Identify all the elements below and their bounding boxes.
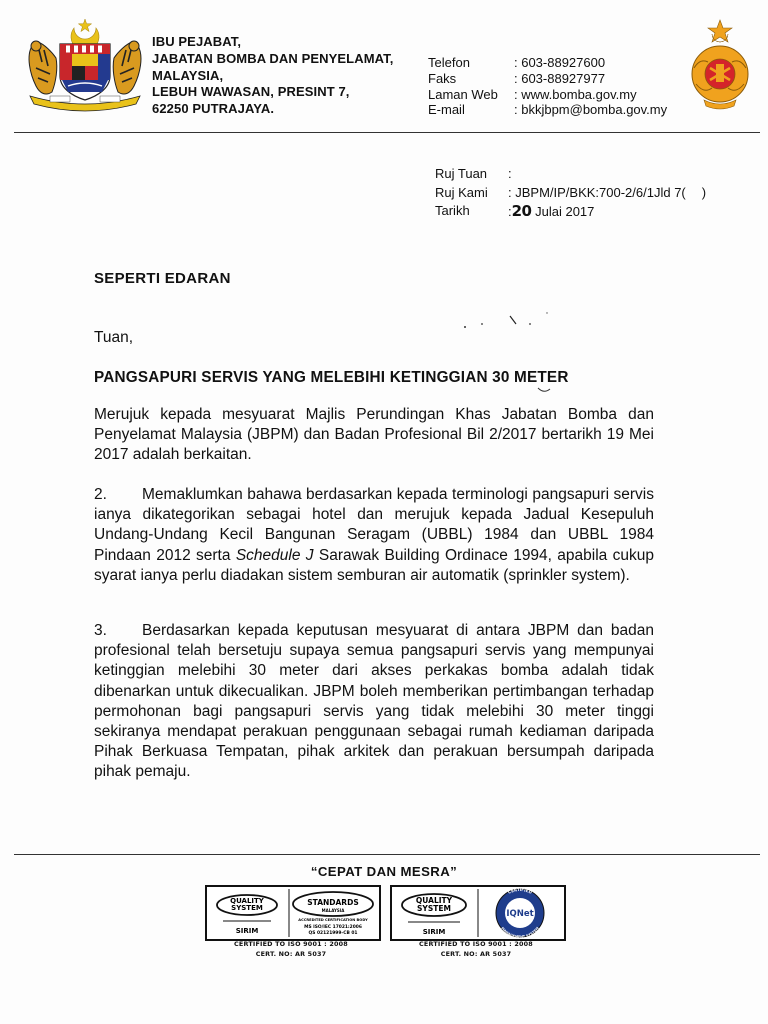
letter-subject: PANGSAPURI SERVIS YANG MELEBIHI KETINGGIAN 30 METER [94,369,569,386]
ms-iso-line: MS ISO/IEC 17021:2006 [304,925,362,930]
certification-caption [388,940,564,959]
standards-sub-text: MALAYSIA [321,908,345,913]
system-text: SYSTEM [231,904,263,912]
org-line: 62250 PUTRAJAYA. [152,101,275,117]
tarikh-row [508,202,706,222]
handwritten-day: 20 [511,202,532,220]
ruj-tuan-label: Ruj Tuan [435,166,488,181]
iso-certified-text: CERTIFIED TO ISO 9001 : 2008 [234,940,348,948]
contact-values [514,55,667,118]
ruj-kami-close: ) [701,184,707,200]
paragraph-number: 3. [94,622,107,639]
iqnet-ring-top: CERTIFIED [507,886,533,895]
web-link[interactable]: : www.bomba.gov.my [514,86,637,102]
iso-certified-text: CERTIFIED TO ISO 9001 : 2008 [419,940,533,948]
paragraph-2 [94,485,654,586]
ruj-kami-label: Ruj Kami [435,184,488,200]
iqnet-text: IQNet [506,909,534,919]
motto: “CEPAT DAN MESRA” [310,864,458,879]
paragraph-2-text-a: Memaklumkan bahawa berdasarkan kepada terminologi pangsapuri servis ianya dikategorikan sebagai hotel dan merujuk kepada Jadual Kesepuluh Undang-Undang Kecil Bangunan Seragam (UBBL) 1984 dan UBBL 1984 Pindaan 2012 serta [94,486,654,564]
footer-divider [14,854,760,855]
organisation-address [152,34,393,118]
faks-label: Faks [428,70,457,86]
standards-text: STANDARDS [307,898,359,907]
ruj-kami-value: : JBPM/IP/BKK:700-2/6/1Jld 7( [508,184,686,200]
email-label: E-mail [428,102,465,118]
header-divider [14,132,760,133]
org-line: MALAYSIA, [152,67,224,83]
paragraph-2-italic: Schedule J [235,546,314,564]
contact-labels [428,55,498,118]
org-line: IBU PEJABAT, [152,34,242,49]
quality-text: QUALITY [415,896,453,905]
ruj-tuan-value: : [508,166,512,181]
org-line: LEBUH WAWASAN, PRESINT 7, [152,84,350,100]
reference-values [508,165,706,222]
tarikh-prefix: : [508,204,512,219]
paragraph-3-text: Berdasarkan kepada keputusan mesyuarat di antara JBPM dan badan profesional telah bersetuju supaya semua pangsapuri servis yang mempunyai ketinggian melebihi 30 meter dari akses perkakas bomba adalah tidak dibenarkan untuk dikecualikan. JBPM boleh memberikan pertimbangan terhadap permohonan bagi pangsapuri servis yang tidak melebihi 30 meter tinggi sekiranya mendapat perakuan penggunaan sebagai rumah kediaman daripada Pihak Berkuasa Tempatan, pihak arkitek dan perakuan bersumpah daripada pihak pemaju. [94,622,654,781]
circular-heading: SEPERTI EDARAN [94,270,231,287]
org-line: JABATAN BOMBA DAN PENYELAMAT, [152,50,394,66]
ruj-kami-row [508,184,706,203]
certification-logos-sirim-standards [205,885,381,941]
system-text: SYSTEM [417,904,451,913]
tarikh-value: Julai 2017 [531,204,595,219]
paragraph-2-text-b: Sarawak Building Ordinace 1994, apabila cukup syarat ianya perlu diadakan sistem semburan air automatik (sprinkler system). [94,546,654,584]
web-label: Laman Web [428,86,498,102]
cert-number-text: CERT. NO: AR 5037 [255,949,327,958]
salutation: Tuan, [94,329,134,346]
cert-number-text: CERT. NO: AR 5037 [440,949,512,958]
paragraph-number: 2. [94,486,107,503]
telefon-value: : 603-88927600 [514,55,606,70]
certification-logos-sirim-iqnet [390,885,566,941]
reference-labels [435,165,488,221]
telefon-label: Telefon [428,55,470,70]
quality-text: QUALITY [230,897,264,905]
paragraph-3 [94,621,654,783]
email-link[interactable]: : bkkjbpm@bomba.gov.my [514,102,668,118]
malaysia-coat-of-arms [22,16,148,112]
sirim-text: SIRIM [422,928,446,936]
iqnet-ring-bottom: MANAGEMENT SYSTEM [500,926,540,940]
faks-value: : 603-88927977 [514,70,606,86]
paragraph-1: Merujuk kepada mesyuarat Majlis Perundingan Khas Jabatan Bomba dan Penyelamat Malaysia (JBPM) dan Badan Profesional Bil 2/2017 bertarikh 19 Mei 2017 adalah berkaitan. [94,406,654,464]
certification-caption [203,940,379,959]
bomba-badge-logo [686,18,754,110]
sirim-text: SIRIM [235,927,259,935]
tarikh-label: Tarikh [435,203,470,218]
qs-line: QS 02121999-CB 01 [308,931,358,936]
iqnet-logo [496,887,544,939]
standards-caption: ACCREDITED CERTIFICATION BODY [298,918,368,922]
